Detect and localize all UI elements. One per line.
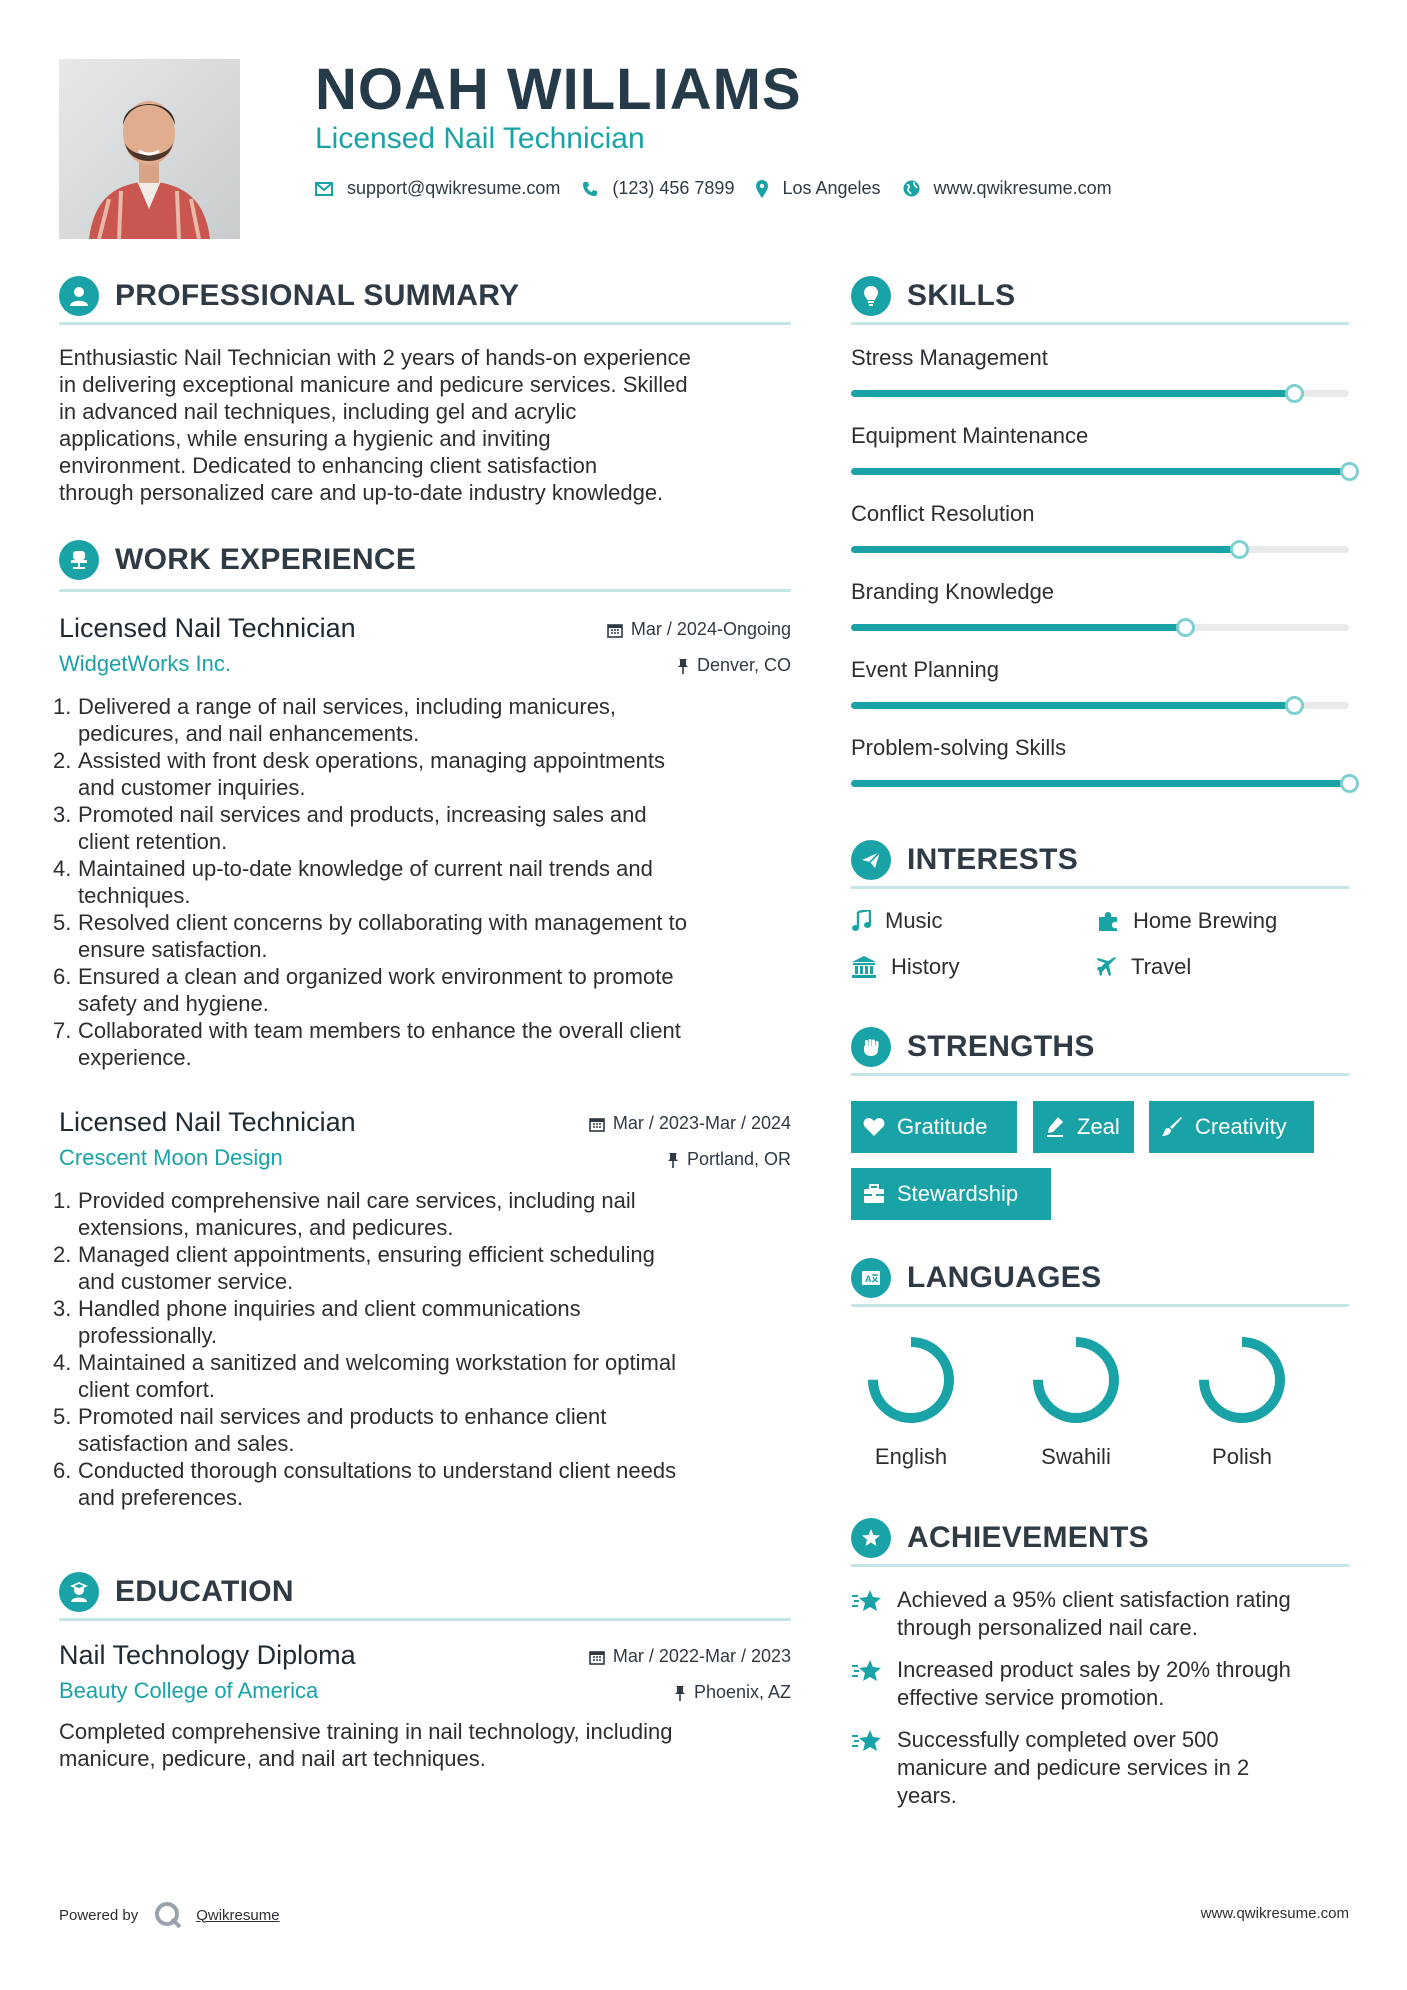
skill-bar: [851, 702, 1349, 709]
list-item: 1. Provided comprehensive nail care services, including nail extensions, manicures, and pedicures.: [53, 1188, 636, 1240]
brush-icon: [1161, 1116, 1183, 1138]
job-location-text: Denver, CO: [696, 655, 791, 675]
pen-icon: [1045, 1116, 1065, 1138]
list-item: 7. Collaborated with team members to enhance the overall client experience.: [53, 1018, 681, 1070]
language-progress-ring: [1026, 1330, 1126, 1430]
candidate-role: Licensed Nail Technician: [315, 122, 645, 155]
skill-bar-fill: [851, 702, 1294, 709]
contact-bar: [315, 178, 1134, 199]
summary-heading: [59, 276, 519, 316]
skills-divider: [851, 322, 1349, 325]
skill-item: [851, 423, 1349, 449]
translate-icon: [851, 1258, 891, 1298]
skill-bar-fill: [851, 468, 1349, 475]
summary-line: applications, while ensuring a hygienic and inviting: [59, 426, 551, 451]
skill-item: [851, 579, 1349, 605]
contact-email[interactable]: [315, 178, 560, 199]
summary-line: through personalized care and up-to-date industry knowledge.: [59, 480, 664, 505]
summary-line: in delivering exceptional manicure and pedicure services. Skilled: [59, 372, 688, 397]
summary-line: environment. Dedicated to enhancing client satisfaction: [59, 453, 598, 478]
contact-phone[interactable]: [582, 178, 734, 199]
experience-title: WORK EXPERIENCE: [115, 543, 417, 576]
job-company: Crescent Moon Design: [59, 1145, 283, 1170]
job-location: [667, 1149, 791, 1170]
job-date: [589, 1113, 791, 1134]
skill-label: Event Planning: [851, 657, 999, 682]
education-line: Completed comprehensive training in nail technology, including: [59, 1719, 673, 1744]
interest-item: [851, 954, 959, 980]
summary-divider: [59, 322, 791, 325]
language-progress-ring: [1192, 1330, 1292, 1430]
skills-title: SKILLS: [907, 279, 1016, 312]
language-progress-ring: [861, 1330, 961, 1430]
education-line: manicure, pedicure, and nail art techniques.: [59, 1746, 486, 1771]
strengths-heading: [851, 1027, 1095, 1067]
achievement-item: [851, 1586, 1349, 1642]
education-date: [589, 1646, 791, 1667]
achievement-item: [851, 1726, 1349, 1810]
education-date-text: Mar / 2022-Mar / 2023: [612, 1646, 791, 1666]
website-text: www.qwikresume.com: [933, 178, 1112, 198]
svg-text:A: A: [865, 1274, 872, 1284]
interest-item: [1097, 908, 1277, 934]
lightbulb-icon: [851, 276, 891, 316]
education-title: EDUCATION: [115, 1575, 294, 1608]
skill-item: [851, 735, 1349, 761]
plane-icon: [1097, 957, 1117, 977]
skill-bar-knob: [1285, 696, 1304, 715]
skill-bar-fill: [851, 780, 1349, 787]
qwikresume-logo-icon: [152, 1900, 186, 1930]
globe-icon: [903, 180, 920, 197]
education-entry: [59, 1640, 791, 1780]
achievements-title: ACHIEVEMENTS: [907, 1521, 1149, 1554]
skills-heading: [851, 276, 1015, 316]
language-label: Polish: [1212, 1444, 1272, 1469]
language-label: English: [874, 1444, 948, 1469]
interest-item: [851, 908, 942, 934]
list-item: 3. Handled phone inquiries and client communications professionally.: [53, 1296, 581, 1348]
experience-heading: [59, 540, 416, 580]
education-heading: [59, 1572, 294, 1612]
languages-divider: [851, 1304, 1349, 1307]
achievement-text: Increased product sales by 20% through effective service promotion.: [897, 1657, 1291, 1710]
list-item: 5. Resolved client concerns by collaborating with management to ensure satisfaction.: [53, 910, 687, 962]
skill-label: Problem-solving Skills: [851, 735, 1067, 760]
skill-bar: [851, 780, 1349, 787]
experience-divider: [59, 589, 791, 592]
education-location-text: Phoenix, AZ: [693, 1682, 791, 1702]
list-item: 2. Assisted with front desk operations, managing appointments and customer inquiries.: [53, 748, 665, 800]
job-title: Licensed Nail Technician: [59, 1107, 356, 1137]
skill-bar-knob: [1176, 618, 1195, 637]
powered-by-text: Powered by: [59, 1906, 139, 1924]
heart-icon: [863, 1117, 885, 1137]
summary-title: PROFESSIONAL SUMMARY: [115, 279, 520, 312]
language-item: [1016, 1330, 1136, 1470]
education-location: [674, 1682, 791, 1703]
summary-text: [59, 344, 799, 506]
education-divider: [59, 1618, 791, 1621]
languages-heading: [851, 1258, 1101, 1298]
skill-label: Stress Management: [851, 345, 1048, 370]
language-item: [1182, 1330, 1302, 1470]
skill-bar-fill: [851, 546, 1239, 553]
job-company: WidgetWorks Inc.: [59, 651, 231, 676]
skill-label: Conflict Resolution: [851, 501, 1035, 526]
job-date-text: Mar / 2023-Mar / 2024: [612, 1113, 791, 1133]
briefcase-icon: [863, 1184, 885, 1204]
language-item: [851, 1330, 971, 1470]
pin-icon: [677, 658, 689, 674]
map-marker-icon: [756, 180, 768, 198]
list-item: 4. Maintained up-to-date knowledge of current nail trends and techniques.: [53, 856, 653, 908]
star-icon: [851, 1658, 883, 1684]
interest-item: [1097, 954, 1191, 980]
phone-text: (123) 456 7899: [612, 178, 735, 198]
skill-bar-fill: [851, 624, 1185, 631]
skill-bar: [851, 624, 1349, 631]
list-item: 4. Maintained a sanitized and welcoming workstation for optimal client comfort.: [53, 1350, 676, 1402]
user-icon: [59, 276, 99, 316]
skill-item: [851, 657, 1349, 683]
skill-item: [851, 501, 1349, 527]
strength-tag: [1033, 1101, 1134, 1153]
chair-icon: [59, 540, 99, 580]
strengths-divider: [851, 1073, 1349, 1076]
pin-icon: [674, 1685, 686, 1701]
location-text: Los Angeles: [782, 178, 881, 198]
list-item: 6. Conducted thorough consultations to understand client needs and preferences.: [53, 1458, 677, 1510]
job-entry: [53, 613, 791, 1073]
bank-icon: [851, 956, 877, 978]
list-item: 3. Promoted nail services and products, increasing sales and client retention.: [53, 802, 647, 854]
job-location-text: Portland, OR: [686, 1149, 791, 1169]
list-item: 2. Managed client appointments, ensuring efficient scheduling and customer service.: [53, 1242, 655, 1294]
job-title: Licensed Nail Technician: [59, 613, 356, 643]
skill-bar: [851, 390, 1349, 397]
achievement-text: Successfully completed over 500 manicure and pedicure services in 2 years.: [897, 1727, 1250, 1808]
strength-tag: [851, 1101, 1017, 1153]
profile-photo: [59, 59, 240, 239]
interests-divider: [851, 886, 1349, 889]
school-name: Beauty College of America: [59, 1678, 319, 1703]
achievements-divider: [851, 1564, 1349, 1567]
strengths-title: STRENGTHS: [907, 1030, 1095, 1063]
interest-label: Music: [885, 908, 943, 933]
skill-bar-knob: [1285, 384, 1304, 403]
language-label: Swahili: [1041, 1444, 1111, 1469]
footer-brand-link[interactable]: Qwikresume: [196, 1906, 280, 1924]
job-entry: [53, 1107, 791, 1527]
music-icon: [851, 910, 871, 932]
list-item: 6. Ensured a clean and organized work environment to promote safety and hygiene.: [53, 964, 674, 1016]
interest-label: History: [891, 954, 960, 979]
strength-tag: [851, 1168, 1051, 1220]
languages-title: LANGUAGES: [907, 1261, 1102, 1294]
contact-website[interactable]: [903, 178, 1112, 199]
achievements-heading: [851, 1518, 1149, 1558]
summary-line: Enthusiastic Nail Technician with 2 years of hands-on experience: [59, 345, 691, 370]
skill-bar: [851, 546, 1349, 553]
badge-star-icon: [851, 1518, 891, 1558]
skill-label: Equipment Maintenance: [851, 423, 1089, 448]
list-item: 1. Delivered a range of nail services, including manicures, pedicures, and nail enhancements.: [53, 694, 617, 746]
job-duties: [53, 1187, 799, 1511]
education-description: [59, 1718, 799, 1772]
job-duties: [53, 693, 799, 1071]
skill-bar-fill: [851, 390, 1294, 397]
footer-website-link[interactable]: www.qwikresume.com: [1200, 1905, 1349, 1922]
email-text: support@qwikresume.com: [347, 178, 561, 198]
degree-title: Nail Technology Diploma: [59, 1640, 356, 1670]
calendar-icon: [607, 622, 623, 638]
summary-line: in advanced nail techniques, including gel and acrylic: [59, 399, 577, 424]
calendar-icon: [589, 1116, 605, 1132]
strength-label: Zeal: [1077, 1114, 1120, 1139]
job-location: [677, 655, 791, 676]
calendar-icon: [589, 1649, 605, 1665]
achievement-item: [851, 1656, 1349, 1712]
interest-label: Home Brewing: [1133, 908, 1278, 933]
skill-bar-knob: [1340, 774, 1359, 793]
puzzle-icon: [1097, 910, 1119, 932]
strength-label: Stewardship: [897, 1181, 1019, 1206]
interest-label: Travel: [1131, 954, 1192, 979]
strength-label: Creativity: [1195, 1114, 1287, 1139]
interests-title: INTERESTS: [907, 843, 1079, 876]
strength-label: Gratitude: [897, 1114, 988, 1139]
footer-powered-by: [59, 1900, 280, 1930]
pin-icon: [667, 1152, 679, 1168]
envelope-icon: [315, 182, 333, 196]
contact-location: [756, 178, 880, 199]
strength-tag: [1149, 1101, 1314, 1153]
skill-item: [851, 345, 1349, 371]
fist-icon: [851, 1027, 891, 1067]
skill-bar: [851, 468, 1349, 475]
candidate-name: NOAH WILLIAMS: [315, 57, 802, 122]
phone-icon: [582, 181, 598, 197]
achievement-text: Achieved a 95% client satisfaction rating through personalized nail care.: [897, 1587, 1291, 1640]
job-date: [607, 619, 791, 640]
paper-plane-icon: [851, 840, 891, 880]
job-date-text: Mar / 2024-Ongoing: [630, 619, 791, 639]
star-icon: [851, 1728, 883, 1754]
star-icon: [851, 1588, 883, 1614]
skill-bar-knob: [1340, 462, 1359, 481]
graduate-icon: [59, 1572, 99, 1612]
skill-bar-knob: [1230, 540, 1249, 559]
skill-label: Branding Knowledge: [851, 579, 1055, 604]
list-item: 5. Promoted nail services and products to enhance client satisfaction and sales.: [53, 1404, 607, 1456]
interests-heading: [851, 840, 1078, 880]
